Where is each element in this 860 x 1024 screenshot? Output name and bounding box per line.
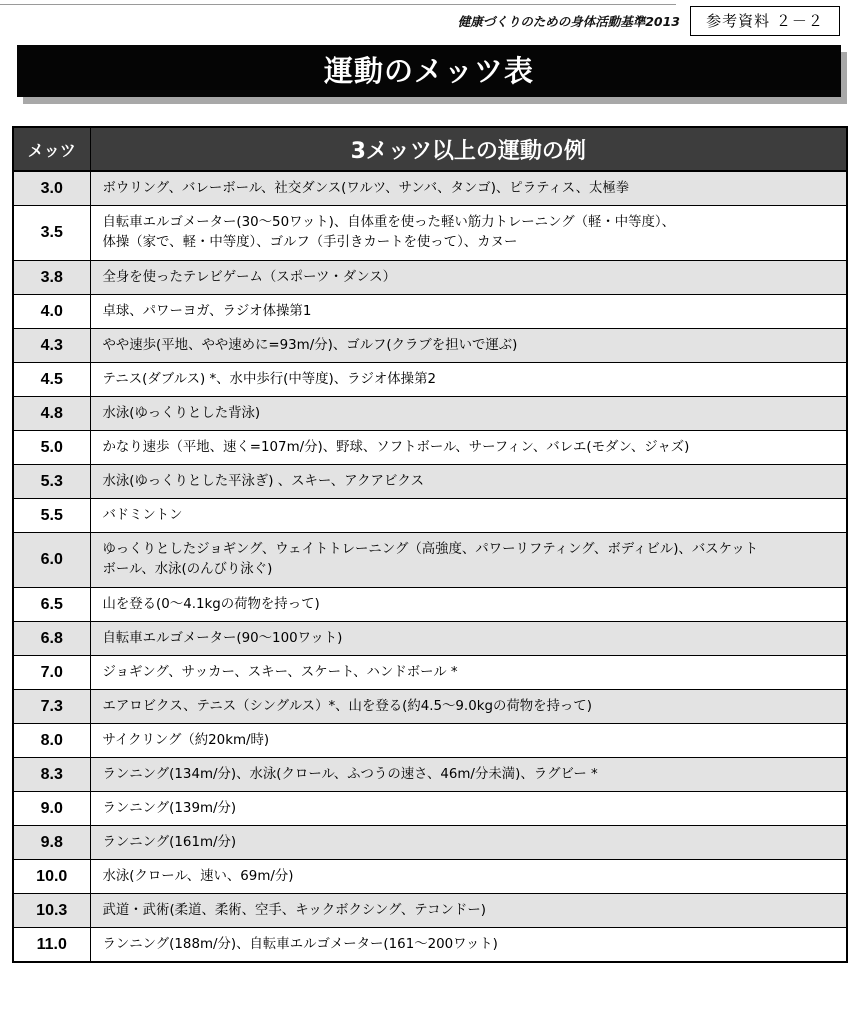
mets-value: 6.8 [14, 622, 90, 656]
mets-value: 10.3 [14, 894, 90, 928]
table-row [14, 499, 846, 533]
table-row [14, 826, 846, 860]
source-label: 健康づくりのための身体活動基準2013 [457, 14, 680, 29]
table-row [14, 533, 846, 588]
exercise-examples: ボウリング、バレーボール、社交ダンス(ワルツ、サンバ、タンゴ)、ピラティス、太極拳 [90, 171, 846, 206]
mets-value: 4.5 [14, 363, 90, 397]
mets-value: 3.8 [14, 261, 90, 295]
page-title: 運動のメッツ表 [17, 45, 841, 97]
mets-value: 6.5 [14, 588, 90, 622]
exercise-examples: 水泳(ゆっくりとした平泳ぎ) 、スキー、アクアビクス [90, 465, 846, 499]
header-rule [0, 4, 676, 5]
exercise-examples: 武道・武術(柔道、柔術、空手、キックボクシング、テコンドー) [90, 894, 846, 928]
mets-value: 3.5 [14, 206, 90, 261]
table-row [14, 588, 846, 622]
exercise-examples: 卓球、パワーヨガ、ラジオ体操第1 [90, 295, 846, 329]
table-row [14, 758, 846, 792]
table-row [14, 724, 846, 758]
mets-value: 5.5 [14, 499, 90, 533]
mets-value: 11.0 [14, 928, 90, 962]
exercise-examples: テニス(ダブルス) *、水中歩行(中等度)、ラジオ体操第2 [90, 363, 846, 397]
exercise-examples: 水泳(クロール、速い、69m/分) [90, 860, 846, 894]
table-row [14, 329, 846, 363]
table-row [14, 928, 846, 962]
mets-table-container [12, 126, 848, 963]
mets-value: 5.0 [14, 431, 90, 465]
table-row [14, 792, 846, 826]
exercise-examples: 自転車エルゴメーター(90～100ワット) [90, 622, 846, 656]
exercise-examples: 自転車エルゴメーター(30～50ワット)、自体重を使った軽い筋力トレーニング（軽・中等度）、 体操（家で、軽・中等度）、ゴルフ（手引きカートを使って）、カヌー [90, 206, 846, 261]
table-row [14, 860, 846, 894]
mets-value: 4.8 [14, 397, 90, 431]
mets-table [14, 128, 846, 961]
mets-value: 10.0 [14, 860, 90, 894]
table-body [14, 171, 846, 961]
table-header-row [14, 128, 846, 171]
mets-value: 7.0 [14, 656, 90, 690]
exercise-examples: バドミントン [90, 499, 846, 533]
table-row [14, 295, 846, 329]
mets-value: 3.0 [14, 171, 90, 206]
table-row [14, 622, 846, 656]
column-header-examples: 3メッツ以上の運動の例 [90, 128, 846, 171]
exercise-examples: かなり速歩（平地、速く=107m/分)、野球、ソフトボール、サーフィン、バレエ(モダン、ジャズ) [90, 431, 846, 465]
column-header-mets: メッツ [14, 128, 90, 171]
table-row [14, 431, 846, 465]
exercise-examples: ランニング(188m/分)、自転車エルゴメーター(161～200ワット) [102, 936, 498, 952]
exercise-examples: サイクリング（約20km/時) [90, 724, 846, 758]
exercise-examples: 山を登る(0～4.1kgの荷物を持って) [90, 588, 846, 622]
exercise-examples: ジョギング、サッカー、スキー、スケート、ハンドボール * [90, 656, 846, 690]
exercise-examples: ランニング(161m/分) [90, 826, 846, 860]
mets-value: 9.0 [14, 792, 90, 826]
exercise-examples: エアロビクス、テニス（シングルス）*、山を登る(約4.5～9.0kgの荷物を持って) [90, 690, 846, 724]
exercise-examples: ランニング(139m/分) [90, 792, 846, 826]
exercise-examples: ゆっくりとしたジョギング、ウェイトトレーニング（高強度、パワーリフティング、ボディビル)、バスケット ボール、水泳(のんびり泳ぐ) [90, 533, 846, 588]
exercise-examples: 全身を使ったテレビゲーム（スポーツ・ダンス） [90, 261, 846, 295]
table-row [14, 397, 846, 431]
mets-value: 6.0 [14, 533, 90, 588]
mets-value: 7.3 [14, 690, 90, 724]
mets-value: 9.8 [14, 826, 90, 860]
table-row [14, 171, 846, 206]
exercise-examples: ランニング(134m/分)、水泳(クロール、ふつうの速さ、46m/分未満)、ラグビー * [90, 758, 846, 792]
exercise-examples: やや速歩(平地、やや速めに=93m/分)、ゴルフ(クラブを担いで運ぶ) [90, 329, 846, 363]
mets-value: 4.0 [14, 295, 90, 329]
table-row [14, 206, 846, 261]
table-row [14, 656, 846, 690]
table-row [14, 894, 846, 928]
table-row [14, 465, 846, 499]
table-row [14, 261, 846, 295]
reference-box: 参考資料 ２－２ [690, 6, 840, 36]
mets-value: 4.3 [14, 329, 90, 363]
mets-value: 5.3 [14, 465, 90, 499]
exercise-examples: 水泳(ゆっくりとした背泳) [90, 397, 846, 431]
mets-value: 8.0 [14, 724, 90, 758]
mets-value: 8.3 [14, 758, 90, 792]
table-row [14, 363, 846, 397]
table-row [14, 690, 846, 724]
